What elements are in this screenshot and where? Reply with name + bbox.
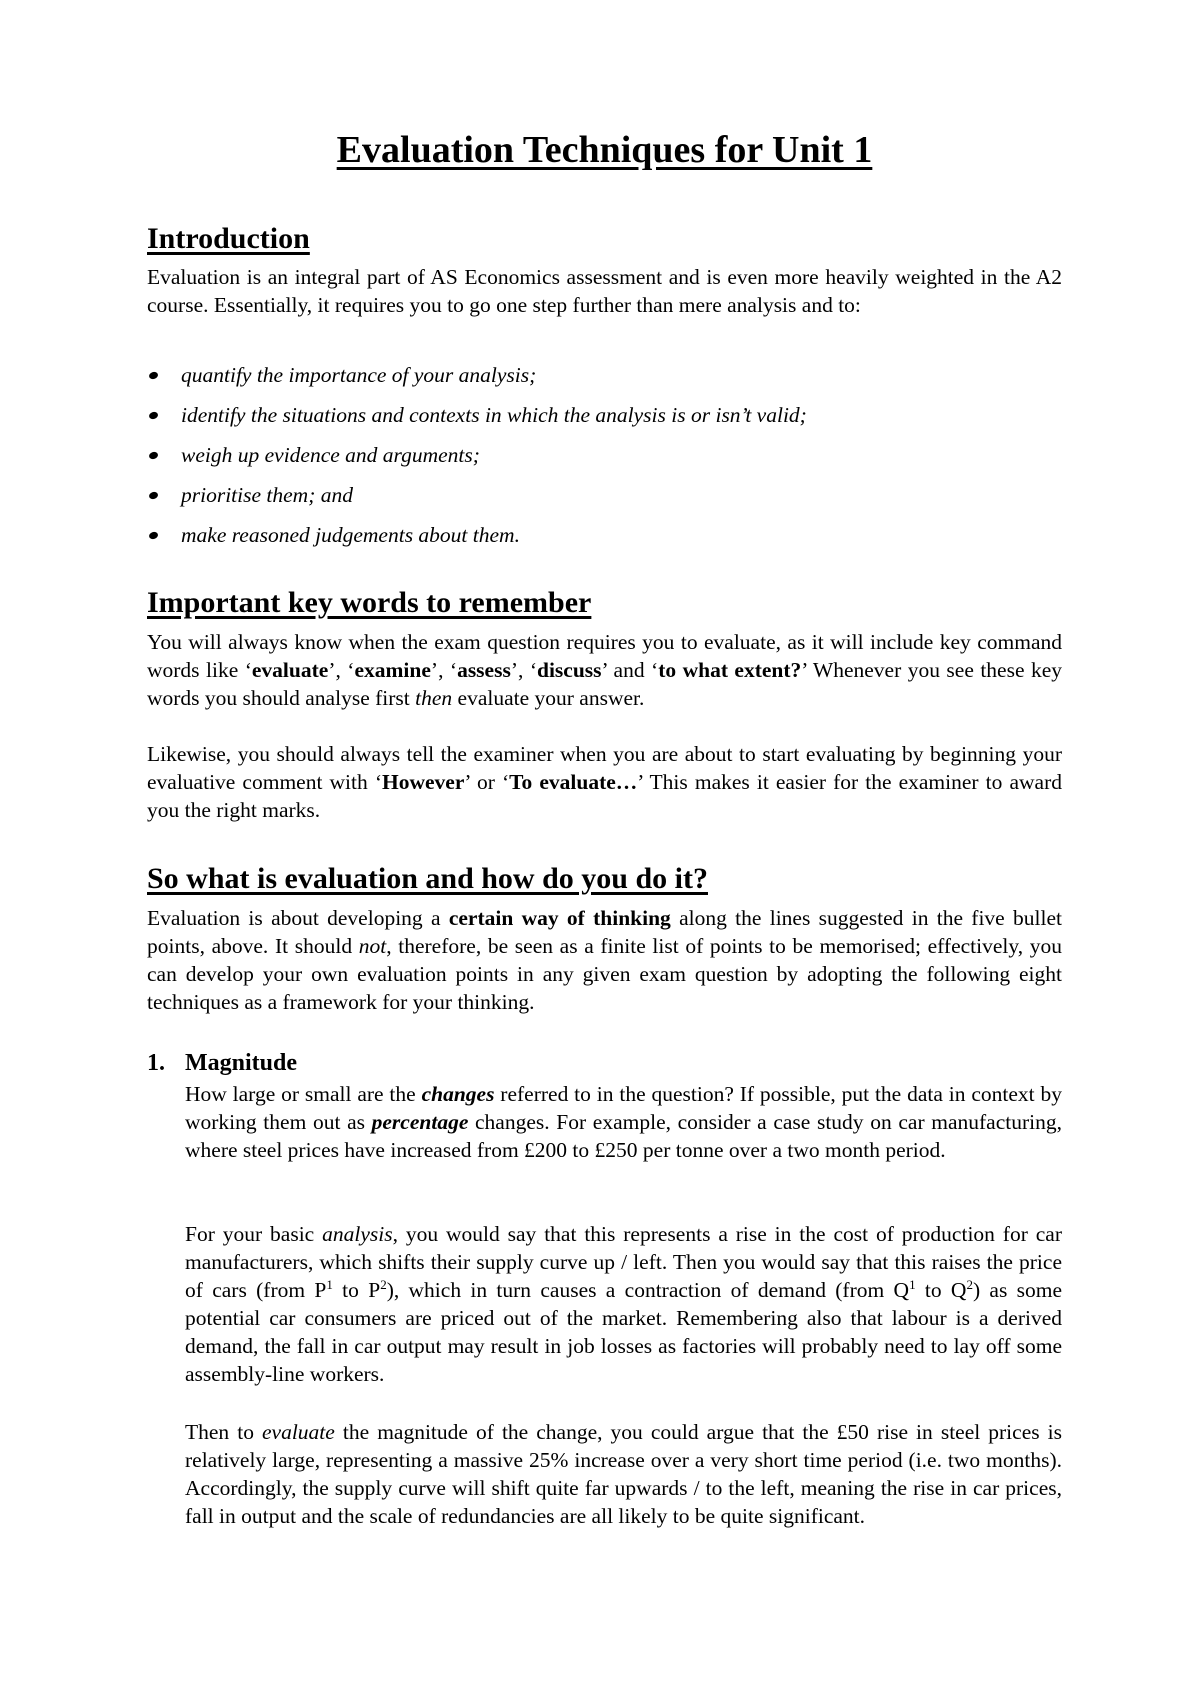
list-item <box>147 441 1062 481</box>
magnitude-heading: 1. Magnitude <box>147 1050 298 1076</box>
list-item <box>147 401 1062 441</box>
evaluation-skills-list <box>147 361 1062 561</box>
bullet-icon <box>148 411 159 421</box>
page-title: Evaluation Techniques for Unit 1 <box>336 129 873 171</box>
keyword: To evaluate… <box>509 770 638 794</box>
section-number: 1. <box>147 1050 165 1076</box>
bullet-icon <box>148 451 159 461</box>
introduction-heading: Introduction <box>147 222 310 255</box>
list-item-text: quantify the importance of your analysis; <box>181 363 537 387</box>
evaluating-signal-paragraph: Likewise, you should always tell the examiner when you are about to start evaluating by beginning your evaluative comment with ‘However’ or ‘To evaluate…’ This makes it easier for the examiner to award you the right marks. <box>147 742 1062 822</box>
list-item <box>147 481 1062 521</box>
evaluation-paragraph: Evaluation is about developing a certain way of thinking along the lines suggested in the five bullet points, above. It should not, therefore, be seen as a finite list of points to be memorised; effectively, you can develop your own evaluation points in any given exam question by adopting the following eight techniques as a framework for your thinking. <box>147 906 1063 1014</box>
bullet-icon <box>148 371 159 381</box>
keyword: to what extent? <box>658 658 802 682</box>
list-item <box>147 521 1062 561</box>
magnitude-paragraph-2: For your basic analysis, you would say that this represents a rise in the cost of production for car manufacturers, which shifts their supply curve up / left. Then you would say that this raises the price of cars (from $P^1$ to $P^2$), which in turn causes a contraction of demand (from $Q^1$ to $Q^2$) as some potential car consumers are priced out of the market. Remembering also that labour is a derived demand, the fall in car output may result in job losses as factories will probably need to lay off some assembly-line workers. <box>185 1222 1063 1386</box>
keyword: examine <box>354 658 431 682</box>
evaluation-heading: So what is evaluation and how do you do it? <box>147 862 708 895</box>
keyword: discuss <box>536 658 602 682</box>
key-words-heading: Important key words to remember <box>147 586 592 619</box>
bullet-icon <box>148 531 159 541</box>
list-item-text: prioritise them; and <box>181 483 353 507</box>
magnitude-paragraph-3: Then to evaluate the magnitude of the change, you could argue that the £50 rise in steel prices is relatively large, representing a massive 25% increase over a very short time period (i.e. two months). Accordingly, the supply curve will shift quite far upwards / to the left, meaning the rise in car prices, fall in output and the scale of redundancies are all likely to be quite significant. <box>185 1420 1062 1528</box>
bullet-icon <box>148 491 159 501</box>
keyword: However <box>381 770 465 794</box>
list-item-text: make reasoned judgements about them. <box>181 523 520 547</box>
list-item <box>147 361 1062 401</box>
magnitude-paragraph-1: How large or small are the changes referred to in the question? If possible, put the data in context by working them out as percentage changes. For example, consider a case study on car manufacturing, where steel prices have increased from £200 to £250 per tonne over a two month period. <box>185 1082 1062 1162</box>
keyword: assess <box>457 658 511 682</box>
key-words-paragraph: You will always know when the exam question requires you to evaluate, as it will include key command words like ‘evaluate’, ‘examine’, ‘assess’, ‘discuss’ and ‘to what extent?’ Whenever you see these key words you should analyse first then evaluate your answer. <box>147 630 1062 710</box>
keyword: evaluate <box>251 658 329 682</box>
introduction-paragraph: Evaluation is an integral part of AS Economics assessment and is even more heavily weighted in the A2 course. Essentially, it requires you to go one step further than mere analysis and to: <box>147 265 1062 317</box>
list-item-text: identify the situations and contexts in which the analysis is or isn’t valid; <box>181 403 807 427</box>
list-item-text: weigh up evidence and arguments; <box>181 443 480 467</box>
